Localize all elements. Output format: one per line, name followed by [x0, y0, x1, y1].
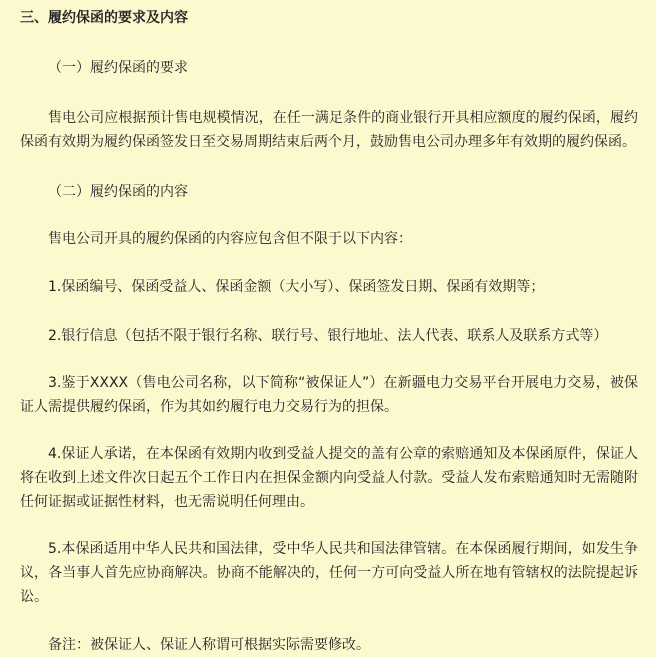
- list-item-4: 4.保证人承诺，在本保函有效期内收到受益人提交的盖有公章的索赔通知及本保函原件，保证人将在收到上述文件次日起五个工作日内在担保金额内向受益人付款。受益人发布索赔通知时无需随附任何证据或证据性材料，也无需说明任何理由。: [20, 446, 638, 510]
- note-paragraph: 备注：被保证人、保证人称谓可根据实际需要修改。: [48, 637, 370, 653]
- subsection-title-content: （二）履约保函的内容: [48, 184, 188, 200]
- content-intro-paragraph: 售电公司开具的履约保函的内容应包含但不限于以下内容：: [48, 231, 412, 247]
- requirements-paragraph: 售电公司应根据预计售电规模情况，在任一满足条件的商业银行开具相应额度的履约保函，履约保函有效期为履约保函签发日至交易周期结束后两个月，鼓励售电公司办理多年有效期的履约保函。: [20, 110, 638, 150]
- section-title: 三、履约保函的要求及内容: [20, 10, 188, 26]
- subsection-title-requirements: （一）履约保函的要求: [48, 60, 188, 76]
- list-item-2: 2.银行信息（包括不限于银行名称、联行号、银行地址、法人代表、联系人及联系方式等）: [48, 328, 608, 344]
- list-item-5: 5.本保函适用中华人民共和国法律，受中华人民共和国法律管辖。在本保函履行期间，如发生争议，各当事人首先应协商解决。协商不能解决的，任何一方可向受益人所在地有管辖权的法院提起诉讼。: [20, 541, 638, 605]
- list-item-1: 1.保函编号、保函受益人、保函金额（大小写）、保函签发日期、保函有效期等；: [48, 279, 545, 295]
- list-item-3: 3.鉴于XXXX（售电公司名称，以下简称“被保证人”）在新疆电力交易平台开展电力交易，被保证人需提供履约保函，作为其如约履行电力交易行为的担保。: [20, 375, 638, 415]
